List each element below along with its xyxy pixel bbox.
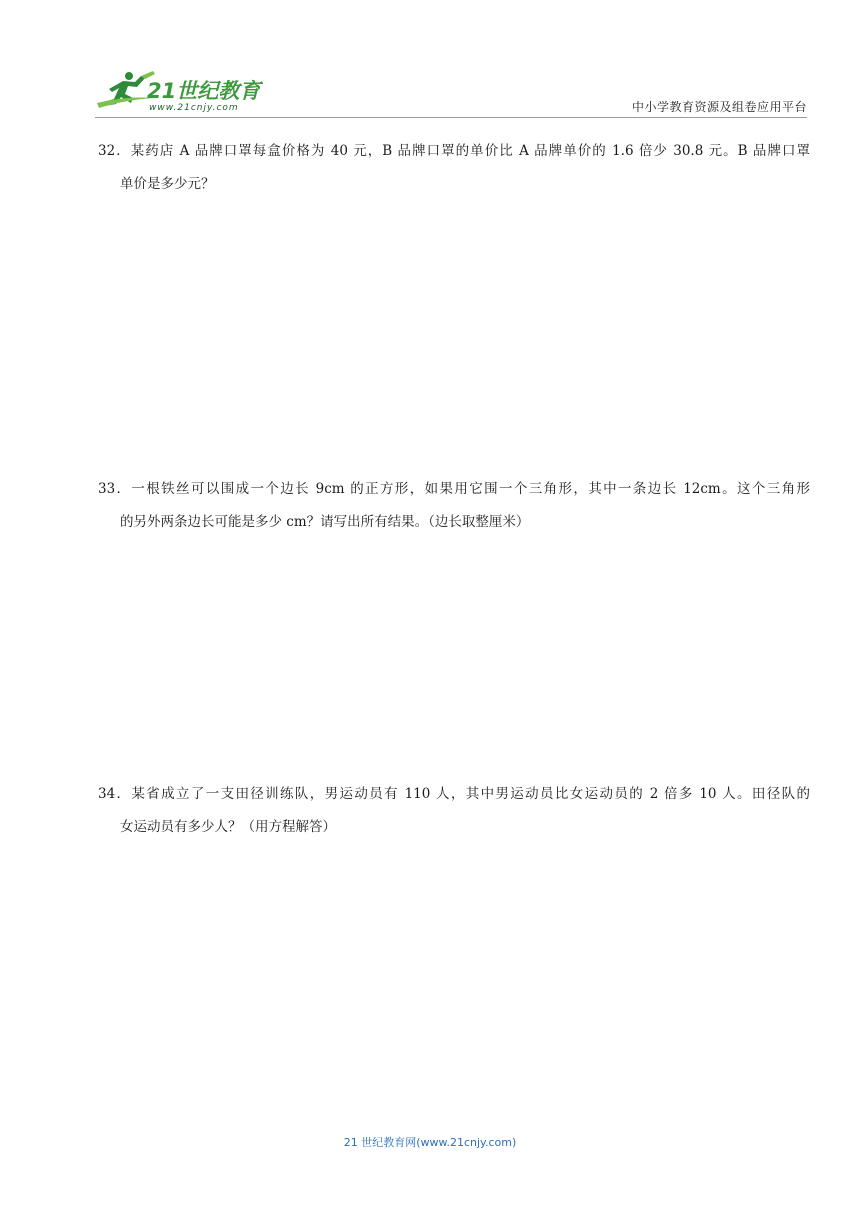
platform-name: 中小学教育资源及组卷应用平台 [631, 100, 807, 114]
logo-text: 21世纪教育 [147, 79, 261, 103]
header-divider [95, 117, 807, 118]
question-32-line2: 单价是多少元？ [120, 176, 215, 192]
question-32-line1: 32．某药店 A 品牌口罩每盒价格为 40 元，B 品牌口罩的单价比 A 品牌单价的 1.6 倍少 30.8 元。B 品牌口罩 [98, 143, 810, 159]
question-34-line1: 34．某省成立了一支田径训练队，男运动员有 110 人，其中男运动员比女运动员的 2 倍多 10 人。田径队的 [98, 786, 810, 802]
logo-url-text: www.21cnjy.com [149, 103, 239, 113]
page-header [95, 60, 807, 118]
footer-source[interactable]: 21 世纪教育网(www.21cnjy.com) [343, 1136, 517, 1149]
logo-graphic [95, 70, 275, 114]
question-34 [98, 778, 810, 844]
logo [95, 70, 275, 114]
question-32 [98, 135, 810, 201]
question-33 [98, 473, 810, 539]
question-33-line1: 33．一根铁丝可以围成一个边长 9cm 的正方形，如果用它围一个三角形，其中一条边长 12cm。这个三角形 [98, 481, 810, 497]
question-33-line2: 的另外两条边长可能是多少 cm？请写出所有结果。（边长取整厘米） [120, 514, 530, 530]
question-34-line2: 女运动员有多少人？（用方程解答） [120, 819, 336, 835]
